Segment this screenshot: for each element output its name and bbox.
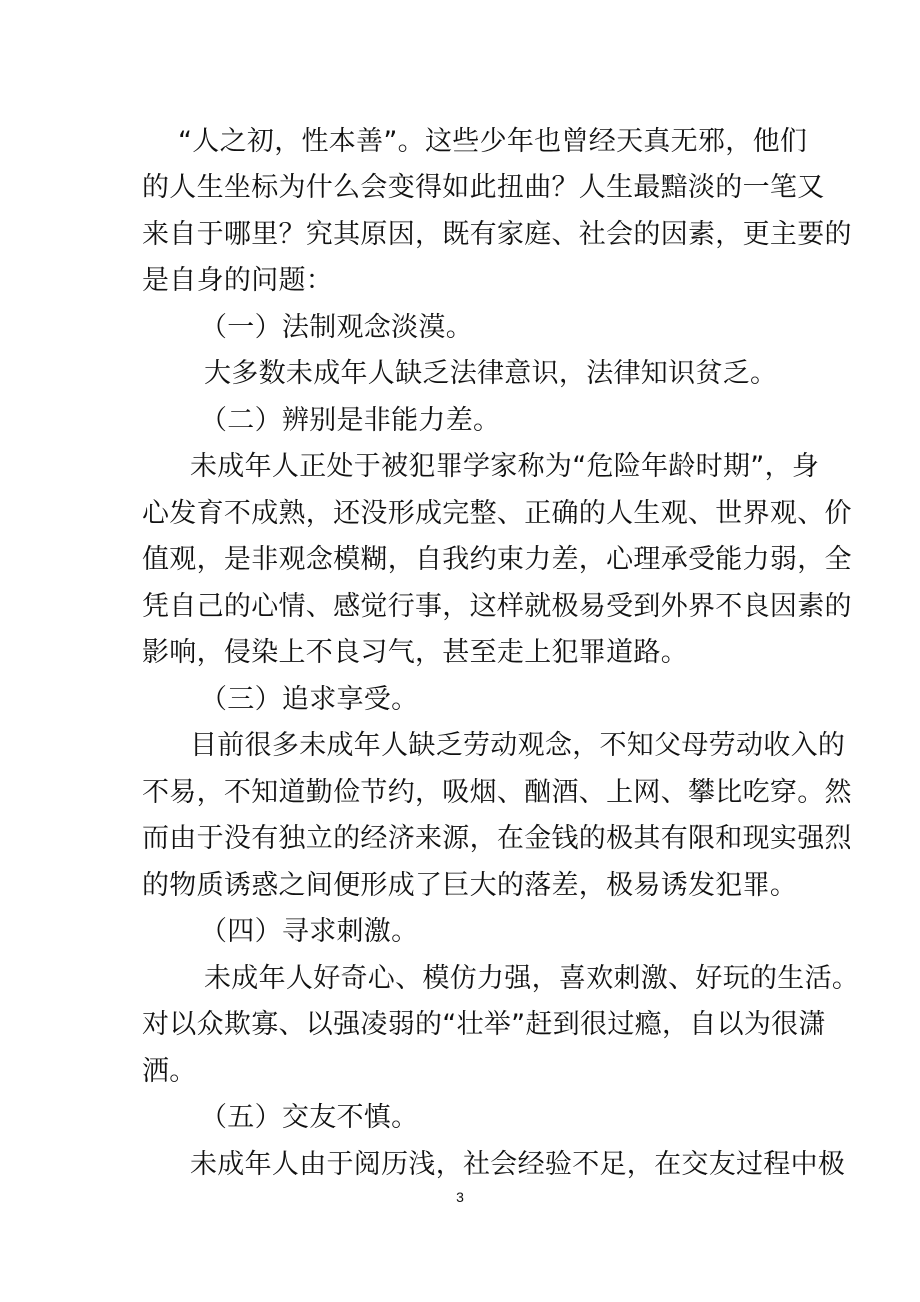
paragraph-line: 是自身的问题： <box>142 265 334 296</box>
paragraph-line: 未成年人好奇心、模仿力强，喜欢刺激、好玩的生活。 <box>204 963 860 994</box>
paragraph-line: 洒。 <box>142 1056 197 1087</box>
section-heading: （一）法制观念淡漠。 <box>200 312 473 343</box>
section-heading: （二）辨别是非能力差。 <box>200 405 501 436</box>
paragraph-line: 大多数未成年人缺乏法律意识，法律知识贫乏。 <box>204 358 778 389</box>
paragraph-line: 目前很多未成年人缺乏劳动观念，不知父母劳动收入的 <box>190 730 846 761</box>
paragraph-line: 值观，是非观念模糊，自我约束力差，心理承受能力弱，全 <box>142 544 852 575</box>
paragraph-line: 的人生坐标为什么会变得如此扭曲？人生最黯淡的一笔又 <box>142 172 825 203</box>
paragraph-line: 凭自己的心情、感觉行事，这样就极易受到外界不良因素的 <box>142 591 852 622</box>
paragraph-line: 影响，侵染上不良习气，甚至走上犯罪道路。 <box>142 637 688 668</box>
paragraph-line: 不易，不知道勤俭节约，吸烟、酗酒、上网、攀比吃穿。然 <box>142 777 852 808</box>
paragraph-line: 未成年人正处于被犯罪学家称为“危险年龄时期”，身 <box>190 451 820 482</box>
paragraph-line: 心发育不成熟，还没形成完整、正确的人生观、世界观、价 <box>142 498 852 529</box>
paragraph-line: 而由于没有独立的经济来源，在金钱的极其有限和现实强烈 <box>142 823 852 854</box>
page-number: 3 <box>456 1189 464 1205</box>
paragraph-line: 来自于哪里？究其原因，既有家庭、社会的因素，更主要的 <box>142 219 852 250</box>
paragraph-line: 对以众欺寡、以强凌弱的“壮举”赶到很过瘾，自以为很潇 <box>142 1009 826 1040</box>
section-heading: （三）追求享受。 <box>200 684 419 715</box>
paragraph-line: 未成年人由于阅历浅，社会经验不足，在交友过程中极 <box>190 1149 846 1180</box>
section-heading: （四）寻求刺激。 <box>200 916 419 947</box>
paragraph-line: “人之初，性本善”。这些少年也曾经天真无邪，他们 <box>178 126 808 157</box>
section-heading: （五）交友不慎。 <box>200 1102 419 1133</box>
paragraph-line: 的物质诱惑之间便形成了巨大的落差，极易诱发犯罪。 <box>142 870 798 901</box>
